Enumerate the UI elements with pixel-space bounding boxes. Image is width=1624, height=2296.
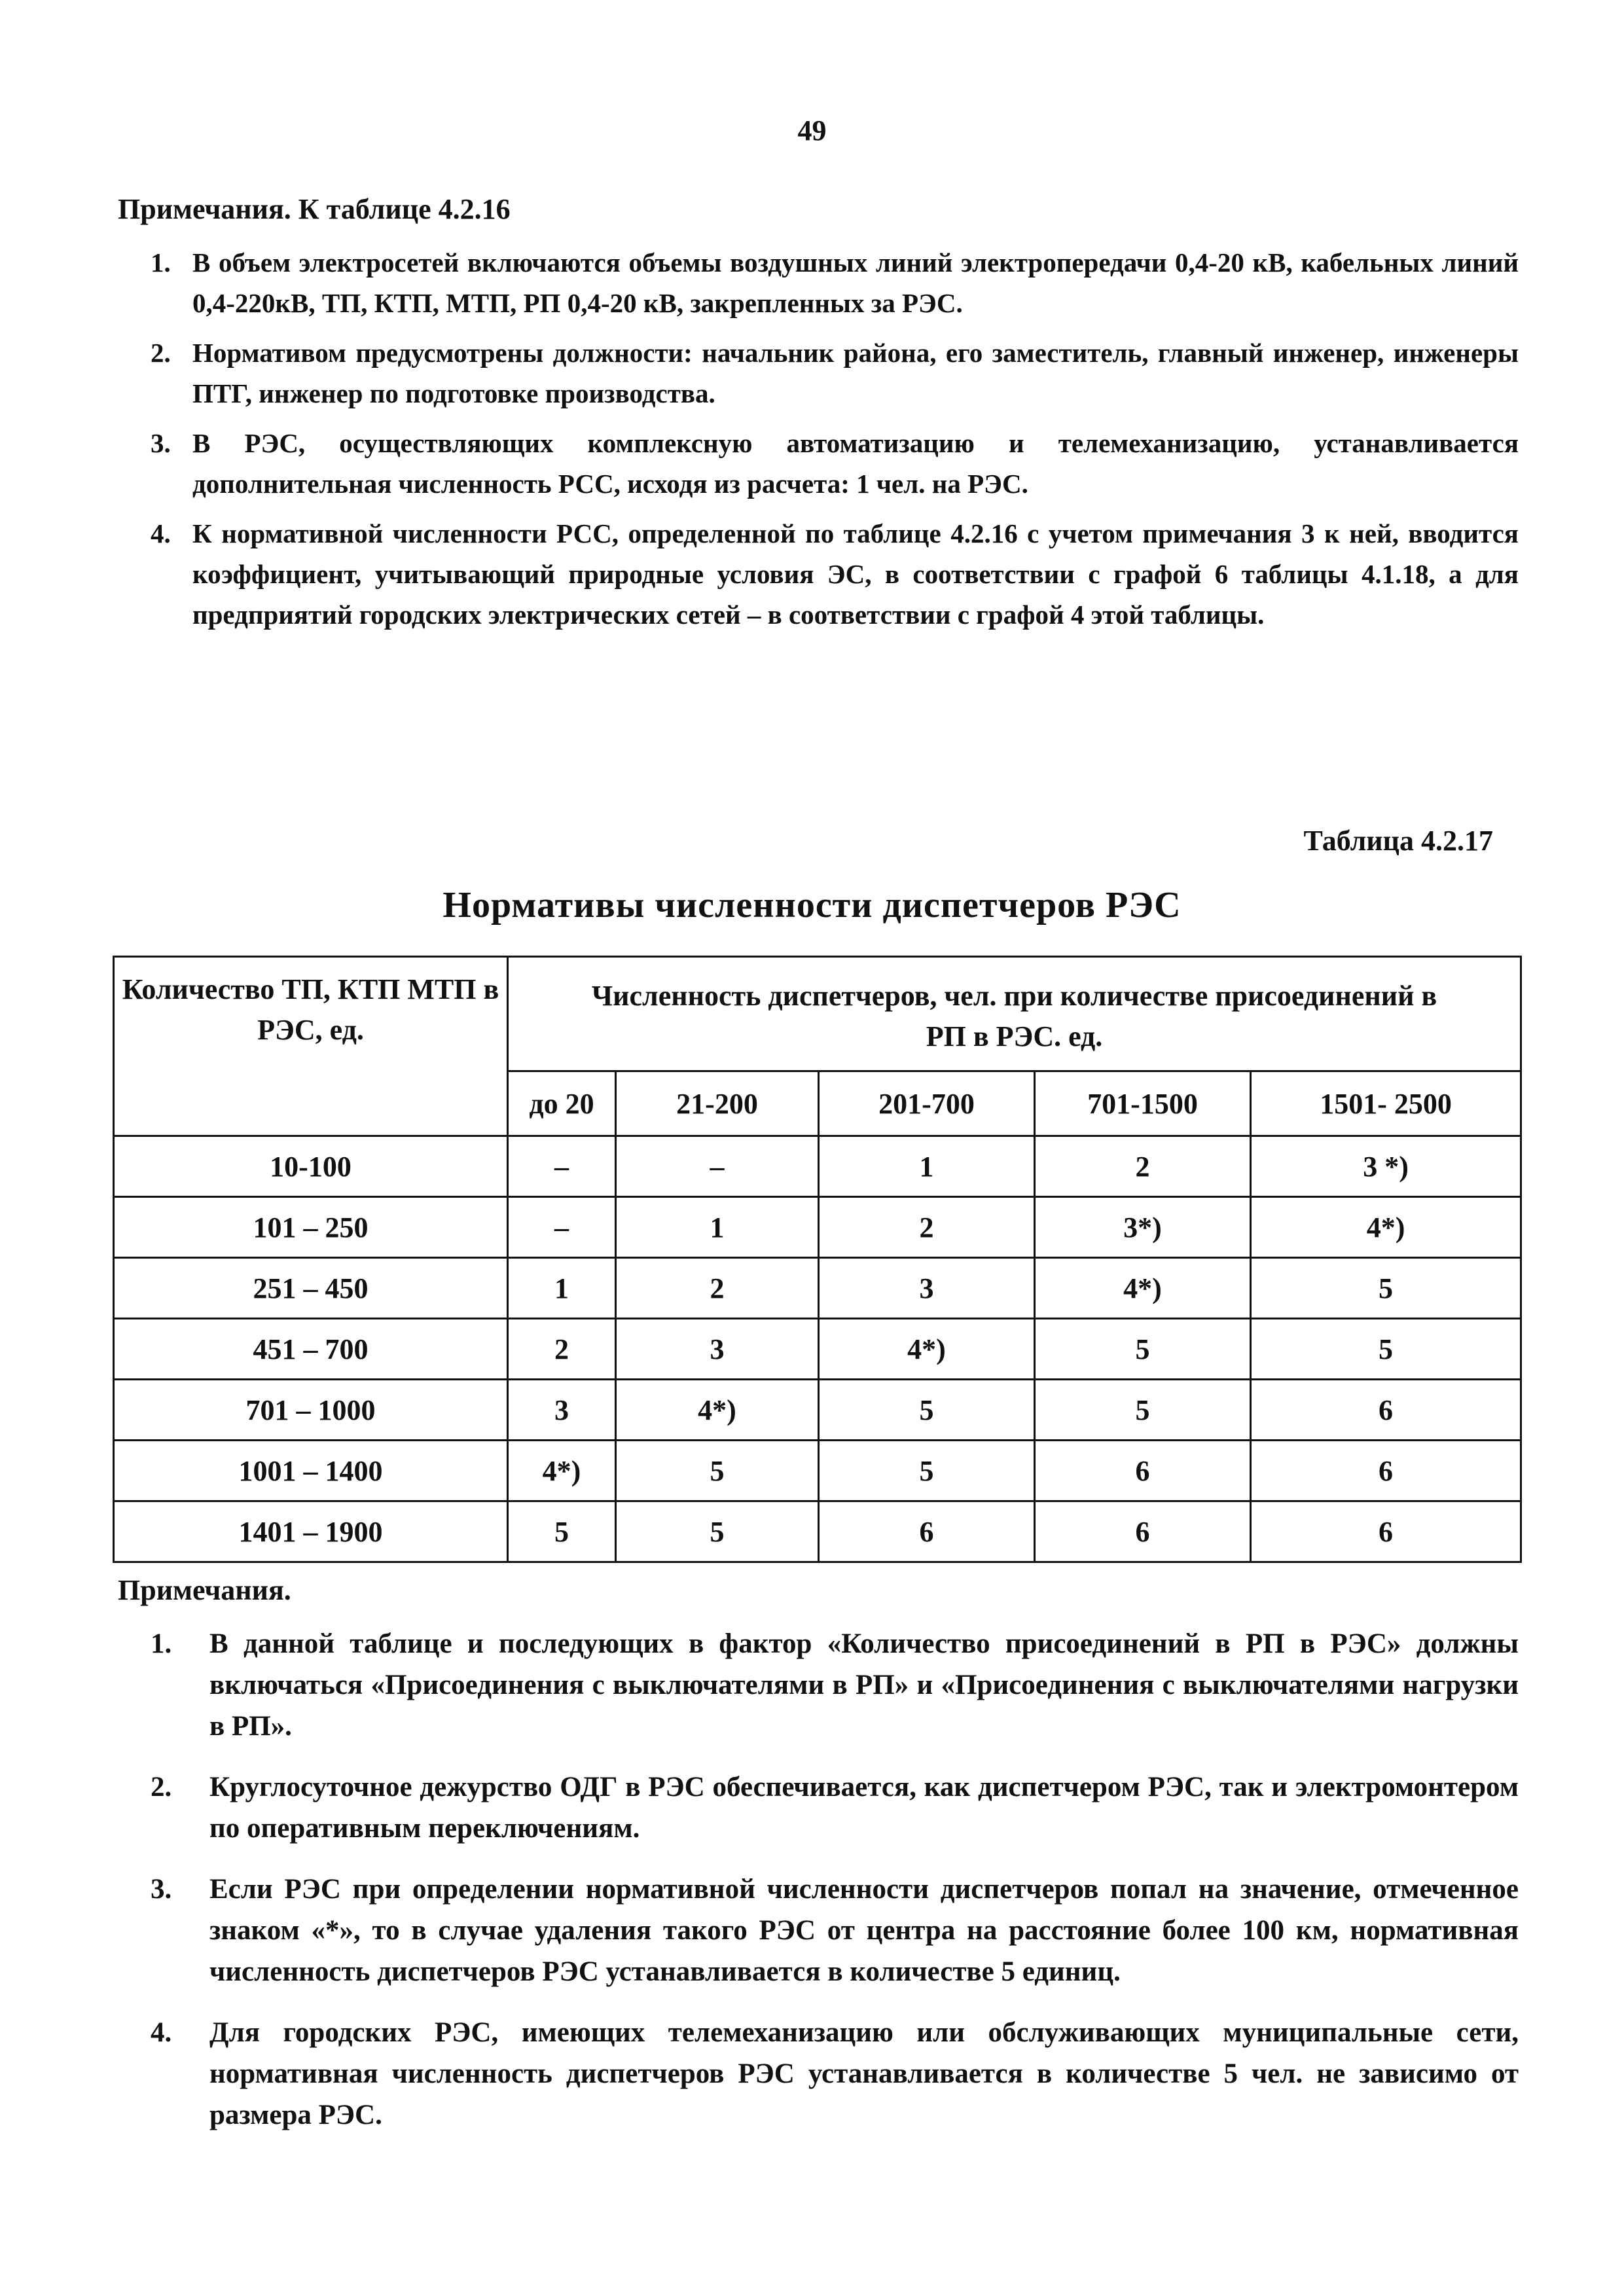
row-label: 10-100 bbox=[114, 1136, 508, 1197]
row-label: 251 – 450 bbox=[114, 1258, 508, 1319]
table-cell: 2 bbox=[819, 1197, 1035, 1258]
table-cell: 6 bbox=[1251, 1380, 1521, 1441]
note-bottom-4-number: 4. bbox=[151, 2017, 172, 2048]
table-cell: 2 bbox=[508, 1319, 616, 1380]
table-cell: 6 bbox=[819, 1501, 1035, 1562]
note-bottom-4 bbox=[151, 2012, 1519, 2136]
table-cell: 6 bbox=[1035, 1441, 1251, 1501]
table-cell: 5 bbox=[616, 1441, 819, 1501]
table-cell: 5 bbox=[1251, 1319, 1521, 1380]
column-header: 1501- 2500 bbox=[1251, 1071, 1521, 1136]
table-cell: 5 bbox=[616, 1501, 819, 1562]
table-cell: 5 bbox=[819, 1441, 1035, 1501]
notes-bottom-heading: Примечания. bbox=[118, 1574, 291, 1606]
table-cell: 5 bbox=[1035, 1319, 1251, 1380]
note-top-4-text: К нормативной численности РСС, определенной по таблице 4.2.16 с учетом примечания 3 к ней, вводится коэффициент, учитывающий природные условия ЭС, в соответствии с графой 6 таблицы 4.1.18, а для предприятий городских электрических сетей – в соответствии с графой 4 этой таблицы. bbox=[192, 518, 1519, 630]
note-bottom-2 bbox=[151, 1767, 1519, 1849]
note-top-3-number: 3. bbox=[151, 428, 171, 458]
table-row bbox=[114, 1319, 1521, 1380]
table-title: Нормативы численности диспетчеров РЭС bbox=[442, 885, 1182, 925]
table-cell: 5 bbox=[819, 1380, 1035, 1441]
table-cell: 4*) bbox=[1035, 1258, 1251, 1319]
table-cell: 3 bbox=[819, 1258, 1035, 1319]
note-top-1-number: 1. bbox=[151, 247, 171, 278]
note-top-3-text: В РЭС, осуществляющих комплексную автоматизацию и телемеханизацию, устанавливается дополнительная численность РСС, исходя из расчета: 1 чел. на РЭС. bbox=[192, 428, 1519, 499]
table-cell: 6 bbox=[1035, 1501, 1251, 1562]
note-top-4-number: 4. bbox=[151, 518, 171, 548]
page-number: 49 bbox=[797, 115, 827, 147]
note-top-1-text: В объем электросетей включаются объемы воздушных линий электропередачи 0,4-20 кВ, кабельных линий 0,4-220кВ, ТП, КТП, МТП, РП 0,4-20 кВ, закрепленных за РЭС. bbox=[192, 247, 1519, 318]
table-cell: 1 bbox=[508, 1258, 616, 1319]
note-bottom-3 bbox=[151, 1869, 1519, 1992]
row-label: 101 – 250 bbox=[114, 1197, 508, 1258]
table-cell: 3 *) bbox=[1251, 1136, 1521, 1197]
table-cell: 2 bbox=[1035, 1136, 1251, 1197]
table-header-row bbox=[114, 957, 1521, 1071]
note-bottom-2-text: Круглосуточное дежурство ОДГ в РЭС обеспечивается, как диспетчером РЭС, так и электромонтером по оперативным переключениям. bbox=[209, 1772, 1519, 1844]
group-header-cell: Численность диспетчеров, чел. при количестве присоединений в РП в РЭС. ед. bbox=[508, 957, 1521, 1071]
note-top-2 bbox=[151, 332, 1519, 414]
table-cell: 2 bbox=[616, 1258, 819, 1319]
table-cell: – bbox=[616, 1136, 819, 1197]
note-bottom-3-number: 3. bbox=[151, 1874, 172, 1905]
table-cell: 5 bbox=[508, 1501, 616, 1562]
column-header: 701-1500 bbox=[1035, 1071, 1251, 1136]
note-top-4 bbox=[151, 513, 1519, 635]
table-cell: 1 bbox=[819, 1136, 1035, 1197]
note-top-2-text: Нормативом предусмотрены должности: начальник района, его заместитель, главный инженер, инженеры ПТГ, инженер по подготовке производства. bbox=[192, 338, 1519, 408]
table-cell: 3 bbox=[508, 1380, 616, 1441]
table-row bbox=[114, 1197, 1521, 1258]
dispatcher-norms-table bbox=[113, 956, 1522, 1563]
table-cell: 4*) bbox=[819, 1319, 1035, 1380]
table-cell: 4*) bbox=[508, 1441, 616, 1501]
column-header: до 20 bbox=[508, 1071, 616, 1136]
table-label: Таблица 4.2.17 bbox=[1303, 825, 1493, 857]
table-cell: – bbox=[508, 1197, 616, 1258]
table-cell: 4*) bbox=[616, 1380, 819, 1441]
note-bottom-1-number: 1. bbox=[151, 1628, 172, 1659]
row-label: 451 – 700 bbox=[114, 1319, 508, 1380]
note-top-1 bbox=[151, 242, 1519, 323]
table-cell: – bbox=[508, 1136, 616, 1197]
note-bottom-1-text: В данной таблице и последующих в фактор «Количество присоединений в РП в РЭС» должны включаться «Присоединения с выключателями в РП» и «Присоединения с выключателями нагрузки в РП». bbox=[209, 1628, 1519, 1742]
note-bottom-1 bbox=[151, 1623, 1519, 1747]
table-cell: 1 bbox=[616, 1197, 819, 1258]
table-cell: 3 bbox=[616, 1319, 819, 1380]
column-header: 201-700 bbox=[819, 1071, 1035, 1136]
table-cell: 4*) bbox=[1251, 1197, 1521, 1258]
table-row bbox=[114, 1136, 1521, 1197]
note-bottom-4-text: Для городских РЭС, имеющих телемеханизацию или обслуживающих муниципальные сети, нормативная численность диспетчеров РЭС устанавливается в количестве 5 чел. не зависимо от размера РЭС. bbox=[209, 2017, 1519, 2130]
notes-top-list bbox=[151, 242, 1519, 644]
row-label: 701 – 1000 bbox=[114, 1380, 508, 1441]
column-header: 21-200 bbox=[616, 1071, 819, 1136]
table-row bbox=[114, 1258, 1521, 1319]
table-row bbox=[114, 1380, 1521, 1441]
table-cell: 3*) bbox=[1035, 1197, 1251, 1258]
note-bottom-2-number: 2. bbox=[151, 1772, 172, 1803]
table-cell: 6 bbox=[1251, 1441, 1521, 1501]
table-row bbox=[114, 1441, 1521, 1501]
note-top-2-number: 2. bbox=[151, 338, 171, 368]
row-label: 1401 – 1900 bbox=[114, 1501, 508, 1562]
table-cell: 5 bbox=[1251, 1258, 1521, 1319]
table-cell: 5 bbox=[1035, 1380, 1251, 1441]
table-row bbox=[114, 1501, 1521, 1562]
notes-top-heading: Примечания. К таблице 4.2.16 bbox=[118, 193, 511, 225]
row-label: 1001 – 1400 bbox=[114, 1441, 508, 1501]
note-bottom-3-text: Если РЭС при определении нормативной численности диспетчеров попал на значение, отмеченное знаком «*», то в случае удаления такого РЭС от центра на расстояние более 100 км, нормативная численность диспетчеров РЭС устанавливается в количестве 5 единиц. bbox=[209, 1874, 1519, 1987]
notes-bottom-list bbox=[151, 1623, 1519, 2155]
note-top-3 bbox=[151, 423, 1519, 504]
table-cell: 6 bbox=[1251, 1501, 1521, 1562]
row-header-cell: Количество ТП, КТП МТП в РЭС, ед. bbox=[114, 957, 508, 1136]
